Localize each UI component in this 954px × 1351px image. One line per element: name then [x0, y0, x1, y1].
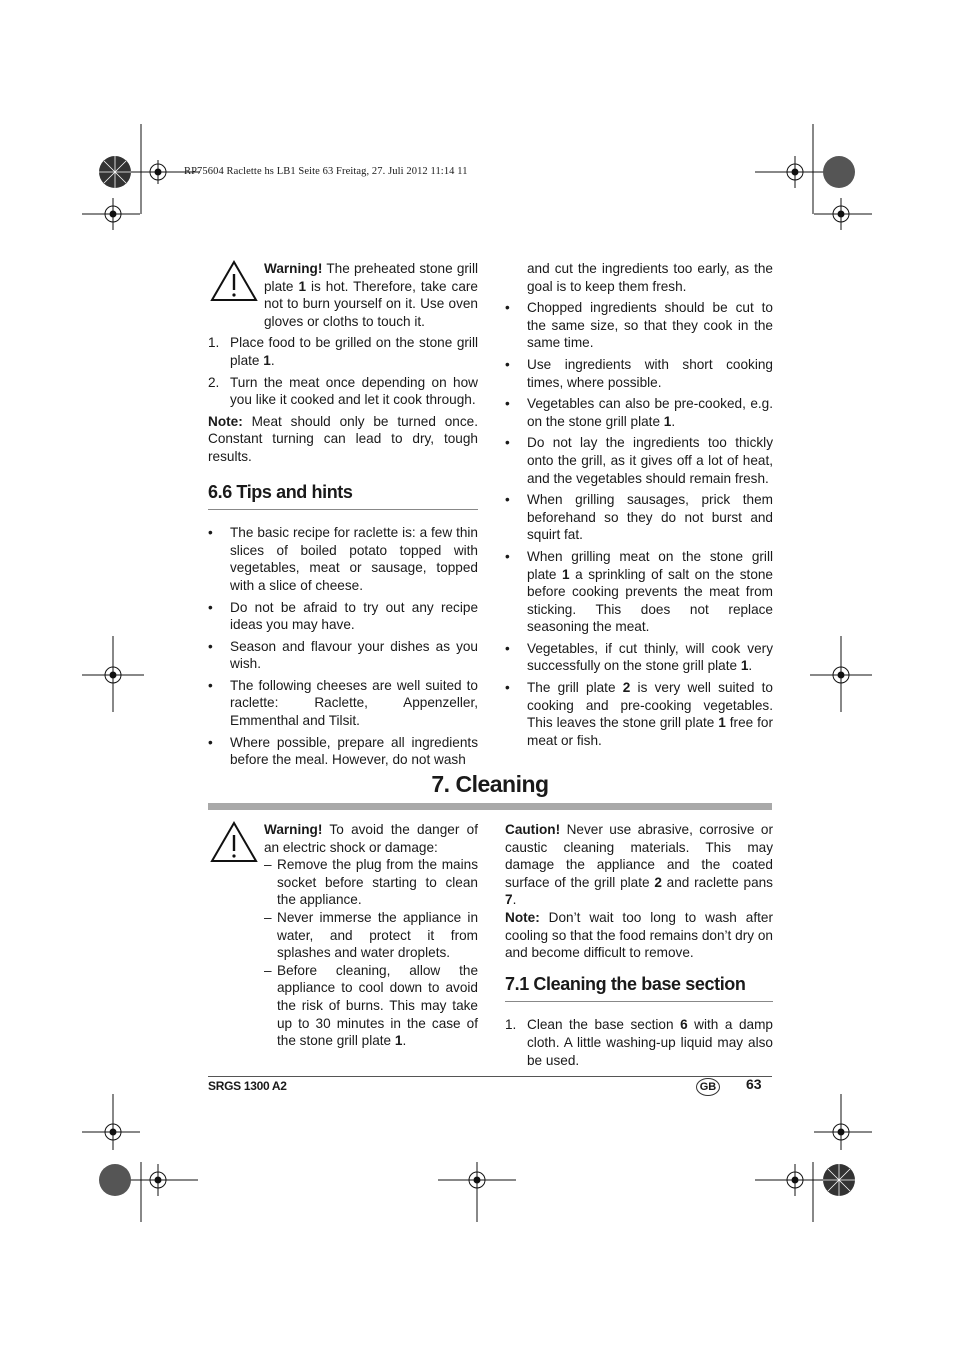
model-number: SRGS 1300 A2: [208, 1079, 287, 1093]
list-item: • Use ingredients with short cooking times, where possible.: [505, 356, 773, 390]
caution-text: Never use abrasive, corrosive or caustic cleaning materials. This may damage the appliance and the coated surface of the grill plate: [505, 822, 773, 890]
list-text: Remove the plug from the mains socket before starting to clean the appliance.: [277, 857, 478, 908]
list-text: Do not be afraid to try out any recipe ideas you may have.: [230, 599, 478, 633]
list-text: Vegetables, if cut thinly, will cook very successfully on the stone grill plate: [527, 640, 773, 674]
list-item: • Vegetables can also be pre-cooked, e.g. on the stone grill plate 1.: [505, 396, 773, 429]
list-text: is very well suited to cooking and pre-cooking vegetables. This leaves the stone grill plate: [527, 680, 773, 731]
part-number: 1: [663, 413, 672, 429]
list-text: When grilling meat on the stone grill plate: [527, 548, 773, 582]
section-heading-base: 7.1 Cleaning the base section: [505, 976, 773, 1003]
list-text: Vegetables can also be pre-cooked, e.g. on the stone grill plate: [527, 396, 773, 429]
list-item: • Chopped ingredients should be cut to the same size, so that they cook in the same time.: [505, 300, 773, 351]
list-item: [208, 374, 478, 409]
list-text: Place food to be grilled on the stone grill plate: [230, 335, 478, 368]
list-number: 2.: [208, 374, 220, 390]
warning-label: Warning!: [264, 261, 323, 276]
caution-label: Caution!: [505, 822, 561, 837]
list-item: • The basic recipe for raclette is: a few thin slices of boiled potato topped with vegetables, meat or sausage, topped with a slice of cheese.: [208, 525, 478, 593]
part-number: 2: [654, 874, 662, 890]
part-number: 1: [298, 278, 307, 294]
list-item: • Season and flavour your dishes as you wish.: [208, 638, 478, 672]
list-item: • Do not be afraid to try out any recipe ideas you may have.: [208, 599, 478, 633]
warning-label: Warning!: [264, 822, 323, 837]
list-item: • Do not lay the ingredients too thickly onto the grill, as it gives off a lot of heat, and the vegetables should remain fresh.: [505, 435, 773, 486]
part-number: 1: [562, 566, 570, 582]
list-item: • When grilling sausages, prick them beforehand so they do not burst and squirt fat.: [505, 492, 773, 543]
note-text: Don’t wait too long to wash after cooling so that the food remains don’t dry on and become difficult to remove.: [505, 909, 773, 961]
list-text: When grilling sausages, prick them beforehand so they do not burst and squirt fat.: [527, 492, 773, 543]
warning-triangle-icon: [210, 260, 258, 302]
chapter-heading-cleaning: 7. Cleaning: [431, 771, 549, 797]
list-text: Season and flavour your dishes as you wish.: [230, 638, 478, 672]
list-text: Where possible, prepare all ingredients before the meal. However, do not wash: [230, 734, 478, 768]
part-number: 7: [505, 892, 513, 908]
part-number: 1: [740, 658, 749, 674]
caution-paragraph: [505, 821, 773, 909]
note-text: Meat should only be turned once. Constant turning can lead to dry, tough results.: [208, 413, 478, 464]
list-item: – Remove the plug from the mains socket before starting to clean the appliance.: [264, 857, 478, 908]
list-text: .: [748, 658, 753, 674]
caution-text: and raclette pans: [661, 874, 773, 890]
list-text: Clean the base section: [527, 1017, 681, 1033]
meat-note: [208, 413, 478, 466]
language-badge: GB: [696, 1078, 720, 1096]
list-item: • Where possible, prepare all ingredients before the meal. However, do not wash: [208, 734, 478, 768]
list-text: Never immerse the appliance in water, and protect it from splashes and water droplets.: [277, 909, 478, 961]
list-text: .: [270, 352, 275, 368]
list-text: Do not lay the ingredients too thickly onto the grill, as it gives off a lot of heat, and the vegetables should remain fresh.: [527, 435, 773, 486]
section-heading-tips: 6.6 Tips and hints: [208, 484, 478, 511]
page-number: 63: [746, 1076, 762, 1092]
list-text: a sprinkling of salt on the stone before cooking prevents the meat from sticking. This does not replace seasoning the meat.: [527, 566, 773, 635]
list-item: • The grill plate 2 is very well suited to cooking and pre-cooking vegetables. This leaves the stone grill plate 1 free for meat or fish.: [505, 680, 773, 748]
warning-text: To avoid the danger of an electric shock or damage:: [264, 822, 478, 855]
cleaning-note: [505, 909, 773, 962]
left-column: [208, 260, 478, 769]
list-item: [505, 1016, 773, 1069]
caution-text: .: [512, 892, 517, 908]
part-number: 2: [622, 680, 631, 696]
cleaning-right-column: [505, 821, 773, 1069]
shock-warning: [208, 821, 478, 1050]
list-item: [208, 334, 478, 369]
part-number: 1: [263, 352, 271, 368]
list-text: Chopped ingredients should be cut to the same size, so that they cook in the same time.: [527, 300, 773, 351]
list-text: .: [671, 413, 676, 429]
list-text: Before cleaning, allow the appliance to cool down to avoid the risk of burns. This may take up to 30 minutes in the case of the stone grill plate: [277, 962, 478, 1049]
list-text: .: [402, 1033, 407, 1049]
warning-text: The preheated stone grill plate: [264, 261, 478, 294]
part-number: 6: [680, 1017, 688, 1033]
note-label: Note:: [208, 413, 243, 429]
list-text: with a damp cloth. A little washing-up liquid may also be used.: [527, 1017, 773, 1068]
warning-triangle-icon: [210, 821, 258, 863]
list-text: free for meat or fish.: [527, 715, 773, 748]
list-text: Use ingredients with short cooking times, where possible.: [527, 356, 773, 390]
list-item: – Before cleaning, allow the appliance to cool down to avoid the risk of burns. This may take up to 30 minutes in the case of the stone grill plate 1.: [264, 962, 478, 1049]
list-number: 1.: [208, 335, 220, 351]
continued-text: and cut the ingredients too early, as the goal is to keep them fresh.: [527, 261, 773, 294]
cleaning-left-column: [208, 821, 478, 1050]
list-item: • The following cheeses are well suited to raclette: Raclette, Appenzeller, Emmenthal and Tilsit.: [208, 677, 478, 729]
list-text: The grill plate: [527, 680, 623, 696]
warning-text: is hot. Therefore, take care not to burn yourself on it. Use oven gloves or cloths to touch it.: [264, 278, 478, 329]
print-slug-line: RP75604 Raclette hs LB1 Seite 63 Freitag, 27. Juli 2012 11:14 11: [184, 166, 468, 177]
list-text: The following cheeses are well suited to raclette: Raclette, Appenzeller, Emmenthal and Tilsit.: [230, 677, 478, 729]
chapter-heading-bar: [208, 803, 772, 810]
grill-warning: [208, 260, 478, 330]
part-number: 1: [718, 715, 726, 731]
part-number: 1: [394, 1033, 403, 1049]
list-text: Turn the meat once depending on how you like it cooked and let it cook through.: [230, 374, 478, 408]
list-number: 1.: [505, 1017, 517, 1033]
footer-rule: [208, 1076, 772, 1077]
list-item: • When grilling meat on the stone grill plate 1 a sprinkling of salt on the stone before cooking prevents the meat from sticking. This does not replace seasoning the meat.: [505, 548, 773, 635]
note-label: Note:: [505, 909, 540, 925]
list-item: • Vegetables, if cut thinly, will cook very successfully on the stone grill plate 1.: [505, 640, 773, 674]
list-item: – Never immerse the appliance in water, and protect it from splashes and water droplets.: [264, 909, 478, 961]
right-column: [505, 260, 773, 749]
list-text: The basic recipe for raclette is: a few thin slices of boiled potato topped with vegetables, meat or sausage, topped with a slice of cheese.: [230, 525, 478, 593]
